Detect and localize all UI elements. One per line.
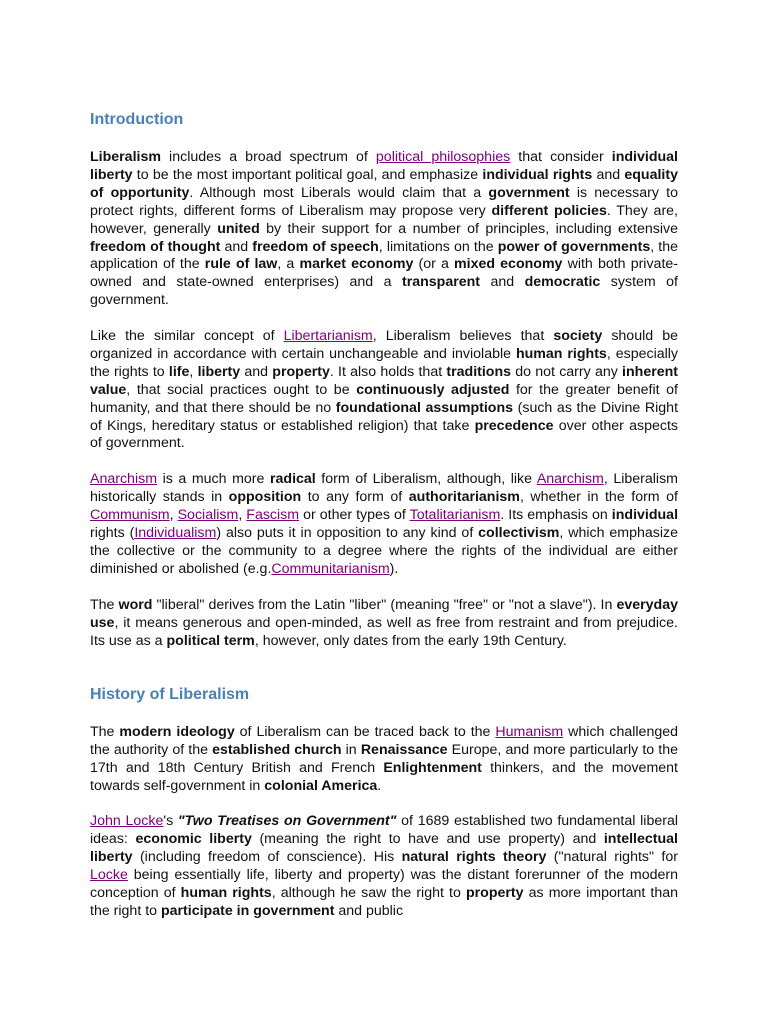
link-fascism[interactable]: Fascism <box>246 506 300 523</box>
link-totalitarianism[interactable]: Totalitarianism <box>409 506 501 523</box>
link-libertarianism[interactable]: Libertarianism <box>283 328 373 344</box>
heading-history: History of Liberalism <box>90 686 250 703</box>
link-communitarianism[interactable]: Communitarianism <box>271 560 390 577</box>
paragraph-modern-ideology: The modern ideology of Liberalism can be traced back to the Humanism which challenged the authority of the established church in Renaissance Europe, and more particularly to the 17th and 18th Century British and French Enlightenment thinkers, and the movement towards self-government in colonial America. <box>90 724 679 794</box>
link-locke[interactable]: Locke <box>90 866 128 883</box>
link-john-locke[interactable]: John Locke <box>90 813 164 829</box>
link-individualism[interactable]: Individualism <box>134 524 217 541</box>
link-humanism[interactable]: Humanism <box>495 724 564 740</box>
link-political-philosophies[interactable]: political philosophies <box>375 149 511 165</box>
link-anarchism[interactable]: Anarchism <box>90 471 158 487</box>
paragraph-libertarianism: Like the similar concept of Libertarianism, Liberalism believes that society should be organized in accordance with certain unchangeable and inviolable human rights, especially the rights to life, liberty and property. It also holds that traditions do not carry any inherent value, that social practices ought to be continuously adjusted for the greater benefit of humanity, and that there should be no foundational assumptions (such as the Divine Right of Kings, hereditary status or established religion) that take precedence over other aspects of government. <box>90 328 679 452</box>
paragraph-anarchism: Anarchism is a much more radical form of Liberalism, although, like Anarchism, Liberalism historically stands in opposition to any form of authoritarianism, whether in the form of Communism, Socialism, Fascism or other types of Totalitarianism. Its emphasis on individual rights (Individualism) also puts it in opposition to any kind of collectivism, which emphasize the collective or the community to a degree where the rights of the individual are either diminished or abolished (e.g.Communitarianism). <box>90 471 679 577</box>
link-socialism[interactable]: Socialism <box>177 506 239 523</box>
paragraph-word-origin: The word "liberal" derives from the Latin "liber" (meaning "free" or "not a slave"). In everyday use, it means generous and open-minded, as well as free from restraint and from prejudice. Its use as a political term, however, only dates from the early 19th Century. <box>90 597 678 649</box>
link-anarchism-2[interactable]: Anarchism <box>536 471 604 487</box>
heading-introduction: Introduction <box>90 111 184 128</box>
link-communism[interactable]: Communism <box>90 506 170 523</box>
paragraph-liberalism-definition: Liberalism includes a broad spectrum of political philosophies that consider individual liberty to be the most important political goal, and emphasize individual rights and equality of opportunity. Although most Liberals would claim that a government is necessary to protect rights, different forms of Liberalism may propose very different policies. They are, however, generally united by their support for a number of principles, including extensive freedom of thought and freedom of speech, limitations on the power of governments, the application of the rule of law, a market economy (or a mixed economy with both private-owned and state-owned enterprises) and a transparent and democratic system of government. <box>90 149 679 309</box>
paragraph-john-locke: John Locke's "Two Treatises on Government" of 1689 established two fundamental liberal ideas: economic liberty (meaning the right to have and use property) and intellectual liberty (including freedom of conscience). His natural rights theory ("natural rights" for Locke being essentially life, liberty and property) was the distant forerunner of the modern conception of human rights, although he saw the right to property as more important than the right to participate in government and public <box>90 813 679 919</box>
